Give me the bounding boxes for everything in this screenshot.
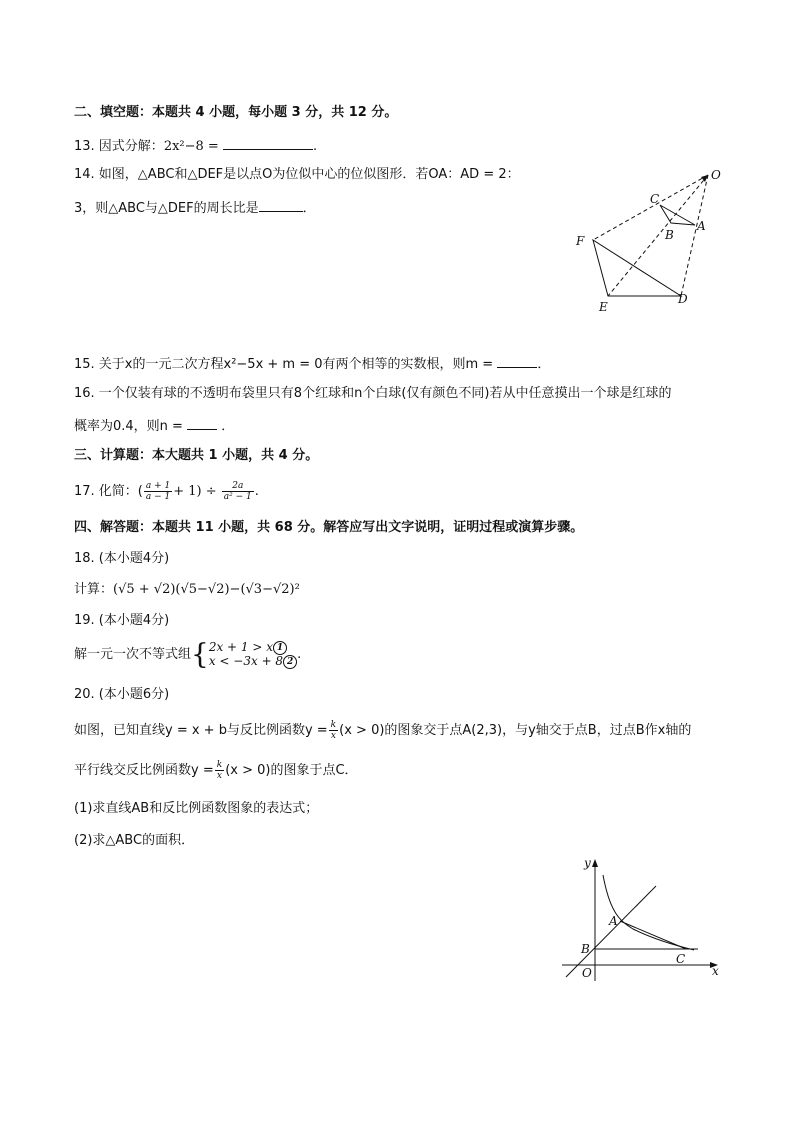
question-15 [74,354,550,374]
q20-line1 [74,718,691,744]
ray-OD [681,175,708,296]
y-arrow-icon [592,859,598,867]
figure-homothety [565,163,730,318]
q19-prefix: 解一元一次不等式组 [74,647,192,662]
label-O: O [711,168,721,182]
ray-OF [593,175,708,240]
q20-title: 20. (本小题6分) [74,687,170,702]
q20-line2a: 平行线交反比例函数y = [74,763,214,778]
q15-end: ． [537,357,551,372]
q14-line2a: 3，则△ABC与△DEF的周长比是 [74,201,259,216]
q17-frac1-den: a − 1 [145,492,171,502]
label-y: y [584,856,591,870]
segment-AC [620,921,686,949]
q20-part2: (2)求△ABC的面积． [74,833,195,848]
q20-line1a: 如图，已知直线y = x + b与反比例函数y = [74,723,328,738]
q17-prefix: 17. 化简：( [74,484,143,499]
label-A: A [609,914,618,928]
q20-frac1-num: k [330,720,337,730]
triangle-ABC [660,205,695,225]
q17-mid: + 1) ÷ [173,484,217,499]
q13-end: . [312,139,318,154]
q19-end: . [297,647,302,662]
label-B: B [665,228,674,242]
q16-end: ． [221,419,235,434]
q20-part1: (1)求直线AB和反比例函数图象的表达式； [74,801,319,816]
question-14-line2 [74,198,316,218]
q17-frac2-den: a² − 1 [223,492,252,502]
label-A: A [697,219,706,233]
label-C: C [650,192,660,206]
inequality-system [209,641,297,669]
q20-line2b: (x > 0)的图象于点C． [225,763,358,778]
q17-frac1-num: a + 1 [145,481,171,491]
q20-frac2-num: k [216,760,223,770]
q16-line1: 16. 一个仅装有球的不透明布袋里只有8个红球和n个白球(仅有颜色不同)若从中任意摸出一个球是红球的 [74,386,672,401]
question-13 [74,136,317,156]
section-3-header: 三、计算题：本大题共 1 小题，共 4 分。 [74,448,319,463]
q20-line1b: (x > 0)的图象交于点A(2,3)，与y轴交于点B，过点B作x轴的 [339,723,692,738]
q17-end: . [254,484,259,499]
q19-mark1: 1 [273,641,287,655]
q17-fraction-1 [144,481,172,502]
section-2-header: 二、填空题：本题共 4 小题，每小题 3 分，共 12 分。 [74,105,398,120]
q14-line2b: ． [302,201,316,216]
q13-expr: 2x²−8 = [163,139,219,154]
label-origin: O [582,966,592,980]
q16-line2: 概率为0.4，则n = [74,419,183,434]
label-D: D [678,292,688,306]
triangle-DEF [593,240,681,296]
line-AB [566,886,656,977]
label-x: x [712,964,719,978]
section-4-header: 四、解答题：本题共 11 小题，共 68 分。解答应写出文字说明，证明过程或演算步骤。 [74,520,584,535]
brace-icon: { [191,637,209,671]
q15-text: 15. 关于x的一元二次方程x²−5x + m = 0有两个相等的实数根，则m = [74,357,494,372]
q19-title: 19. (本小题4分) [74,613,170,628]
q19-ineq2-line [209,654,297,668]
q14-line1: 14. 如图，△ABC和△DEF是以点O为位似中心的位似图形．若OA：AD = 2： [74,167,520,182]
q18-title: 18. (本小题4分) [74,551,170,566]
q13-answer-blank[interactable] [223,136,313,150]
q20-line2 [74,758,358,784]
q20-frac1-den: x [330,731,336,741]
label-C: C [676,952,686,966]
question-17 [74,480,259,504]
q14-answer-blank[interactable] [259,198,303,212]
question-16-line2 [74,416,234,436]
q20-frac2-den: x [216,771,222,781]
figure-coordinate-plot [558,853,728,988]
q19-ineq1: 2x + 1 > x [208,640,274,654]
q17-fraction-2 [222,481,254,502]
q19-mark2: 2 [283,655,297,669]
q19-ineq1-line [209,640,287,654]
q18-body: 计算：(√5 + √2)(√5−√2)−(√3−√2)² [74,582,300,597]
q20-fraction-1 [329,720,338,741]
q17-frac2-num: 2a [222,481,254,492]
q13-text: 13. 因式分解： [74,139,164,154]
label-E: E [599,300,608,314]
hyperbola-curve [603,875,694,950]
label-B: B [581,942,590,956]
q19-ineq2: x < −3x + 8 [208,654,284,668]
question-19 [74,637,302,671]
q15-answer-blank[interactable] [497,354,537,368]
q16-answer-blank[interactable] [187,416,217,430]
q20-fraction-2 [215,760,224,781]
label-F: F [576,234,585,248]
